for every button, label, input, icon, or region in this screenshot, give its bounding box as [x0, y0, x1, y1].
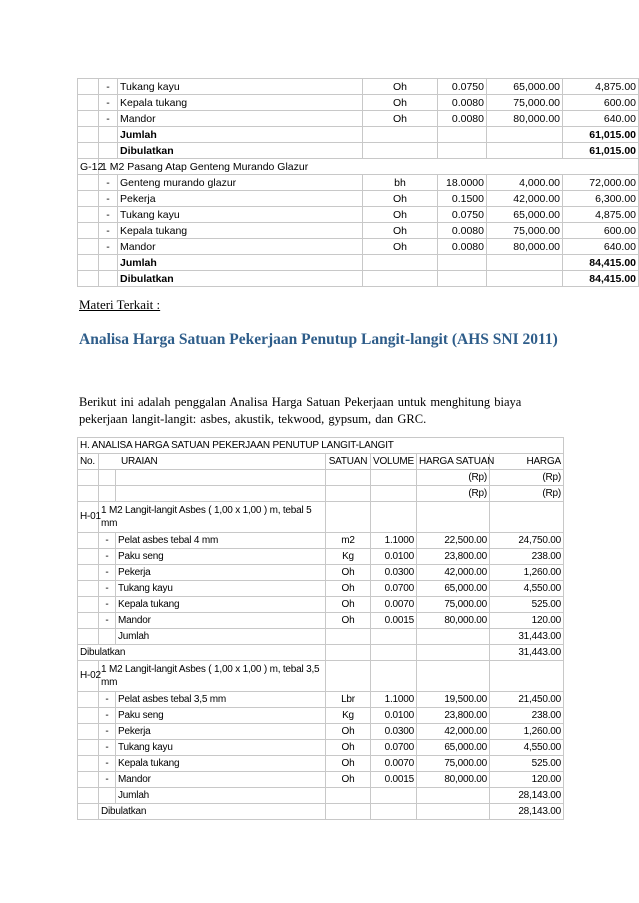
empty-cell — [371, 804, 417, 820]
empty-cell — [326, 645, 371, 661]
row-code — [78, 549, 99, 565]
related-article-heading[interactable]: Analisa Harga Satuan Pekerjaan Penutup Langit-langit (AHS SNI 2011) — [79, 331, 558, 348]
item-row — [78, 95, 639, 111]
row-code — [78, 613, 99, 629]
row-dash: - — [99, 549, 116, 565]
section-header-row — [78, 502, 564, 533]
table-h-title-row — [78, 438, 564, 454]
table-g-body-bottom — [78, 175, 639, 287]
row-volume: 0.0070 — [371, 756, 417, 772]
row-description: Genteng murando glazur — [118, 175, 363, 191]
item-row — [78, 239, 639, 255]
item-row — [78, 581, 564, 597]
row-description: Tukang kayu — [118, 79, 363, 95]
row-dash: - — [99, 239, 118, 255]
jumlah-value: 28,143.00 — [490, 788, 564, 804]
row-unit-price: 75,000.00 — [487, 95, 563, 111]
row-code — [78, 565, 99, 581]
row-description: Pekerja — [116, 565, 326, 581]
jumlah-row — [78, 629, 564, 645]
row-unit-price: 42,000.00 — [417, 724, 490, 740]
row-dash: - — [99, 79, 118, 95]
section-title: 1 M2 Langit-langit Asbes ( 1,00 x 1,00 ) m, tebal 3,5 mm — [99, 661, 326, 692]
row-dash: - — [99, 740, 116, 756]
item-row — [78, 191, 639, 207]
row-unit: Oh — [363, 207, 438, 223]
row-unit: Oh — [326, 756, 371, 772]
empty-cell — [371, 788, 417, 804]
row-description: Pekerja — [116, 724, 326, 740]
row-total: 238.00 — [490, 708, 564, 724]
row-coefficient: 0.0750 — [438, 79, 487, 95]
row-description: Paku seng — [116, 708, 326, 724]
row-code — [78, 175, 99, 191]
row-total: 238.00 — [490, 549, 564, 565]
row-coefficient: 0.0080 — [438, 223, 487, 239]
empty-cell — [417, 804, 490, 820]
row-volume: 0.0070 — [371, 597, 417, 613]
row-dash: - — [99, 597, 116, 613]
empty-cell — [490, 502, 564, 533]
row-code — [78, 191, 99, 207]
row-total: 120.00 — [490, 772, 564, 788]
item-row — [78, 708, 564, 724]
row-volume: 0.0100 — [371, 549, 417, 565]
row-coefficient — [438, 127, 487, 143]
section-code: G-12 — [78, 159, 99, 175]
analysis-table-h — [77, 437, 564, 820]
table-h-title: H. ANALISA HARGA SATUAN PEKERJAAN PENUTUP LANGIT-LANGIT — [78, 438, 564, 454]
row-unit-price: 22,500.00 — [417, 533, 490, 549]
row-unit — [363, 255, 438, 271]
row-volume: 0.0300 — [371, 724, 417, 740]
row-description: Paku seng — [116, 549, 326, 565]
materi-terkait-label: Materi Terkait : — [79, 297, 161, 312]
empty-cell — [78, 629, 99, 645]
row-dash: - — [99, 533, 116, 549]
row-dash: - — [99, 207, 118, 223]
row-unit-price: 65,000.00 — [417, 581, 490, 597]
row-unit: Oh — [363, 191, 438, 207]
dibulatkan-value: 31,443.00 — [490, 645, 564, 661]
section-title: 1 M2 Langit-langit Asbes ( 1,00 x 1,00 ) m, tebal 5 mm — [99, 502, 326, 533]
row-volume: 1.1000 — [371, 692, 417, 708]
row-total: 4,875.00 — [563, 207, 639, 223]
row-unit-price: 23,800.00 — [417, 708, 490, 724]
row-total: 4,550.00 — [490, 581, 564, 597]
rp-label: (Rp) — [490, 470, 564, 486]
empty-cell — [417, 788, 490, 804]
dibulatkan-label: Dibulatkan — [99, 804, 326, 820]
row-description: Kepala tukang — [118, 95, 363, 111]
row-code — [78, 95, 99, 111]
row-description: Tukang kayu — [118, 207, 363, 223]
empty-cell — [99, 629, 116, 645]
row-code — [78, 207, 99, 223]
row-total: 525.00 — [490, 597, 564, 613]
item-row — [78, 175, 639, 191]
intro-paragraph-line-2: pekerjaan langit-langit: asbes, akustik, tekwood, gypsum, dan GRC. — [79, 412, 427, 426]
row-unit: Oh — [363, 95, 438, 111]
row-unit-price: 80,000.00 — [417, 613, 490, 629]
header-harga-satuan: HARGA SATUAN — [417, 454, 490, 470]
row-code — [78, 597, 99, 613]
row-code — [78, 223, 99, 239]
row-description: Pekerja — [118, 191, 363, 207]
row-unit: Kg — [326, 708, 371, 724]
row-code — [78, 111, 99, 127]
row-dash — [99, 143, 118, 159]
rp-label: (Rp) — [490, 486, 564, 502]
row-code — [78, 756, 99, 772]
row-total: 84,415.00 — [563, 271, 639, 287]
item-row — [78, 565, 564, 581]
empty-cell — [371, 645, 417, 661]
row-description: Mandor — [116, 772, 326, 788]
row-unit — [363, 271, 438, 287]
jumlah-label: Jumlah — [116, 629, 326, 645]
item-row — [78, 740, 564, 756]
row-total: 72,000.00 — [563, 175, 639, 191]
row-dash: - — [99, 692, 116, 708]
item-row — [78, 79, 639, 95]
row-volume: 0.0100 — [371, 708, 417, 724]
row-dash — [99, 127, 118, 143]
row-unit-price: 65,000.00 — [417, 740, 490, 756]
row-unit-price: 42,000.00 — [417, 565, 490, 581]
jumlah-label: Jumlah — [116, 788, 326, 804]
row-coefficient: 0.1500 — [438, 191, 487, 207]
row-code — [78, 79, 99, 95]
dibulatkan-row — [78, 645, 564, 661]
row-dash: - — [99, 223, 118, 239]
section-header-row — [78, 661, 564, 692]
row-description: Jumlah — [118, 127, 363, 143]
row-total: 4,550.00 — [490, 740, 564, 756]
row-volume: 0.0015 — [371, 772, 417, 788]
row-code — [78, 708, 99, 724]
section-code: H-02 — [78, 661, 99, 692]
empty-cell — [490, 661, 564, 692]
empty-cell — [371, 661, 417, 692]
item-row — [78, 724, 564, 740]
jumlah-row — [78, 788, 564, 804]
intro-paragraph-line-1: Berikut ini adalah penggalan Analisa Harga Satuan Pekerjaan untuk menghitung biaya — [79, 395, 522, 409]
row-coefficient: 0.0750 — [438, 207, 487, 223]
row-coefficient — [438, 143, 487, 159]
row-unit-price — [487, 255, 563, 271]
row-total: 24,750.00 — [490, 533, 564, 549]
section-row — [78, 159, 639, 175]
row-total: 4,875.00 — [563, 79, 639, 95]
row-unit: Oh — [363, 111, 438, 127]
empty-cell — [99, 788, 116, 804]
row-description: Dibulatkan — [118, 271, 363, 287]
row-unit-price: 19,500.00 — [417, 692, 490, 708]
row-volume: 1.1000 — [371, 533, 417, 549]
row-code — [78, 239, 99, 255]
row-volume: 0.0015 — [371, 613, 417, 629]
row-description: Kepala tukang — [118, 223, 363, 239]
empty-cell — [326, 629, 371, 645]
row-unit: Oh — [326, 597, 371, 613]
header-volume: VOLUME — [371, 454, 417, 470]
row-coefficient: 0.0080 — [438, 95, 487, 111]
row-unit-price: 75,000.00 — [417, 756, 490, 772]
empty-cell — [417, 661, 490, 692]
row-unit-price: 23,800.00 — [417, 549, 490, 565]
row-description: Tukang kayu — [116, 581, 326, 597]
header-uraian: URAIAN — [99, 454, 326, 470]
row-total: 61,015.00 — [563, 143, 639, 159]
header-harga: HARGA — [490, 454, 564, 470]
row-dash: - — [99, 708, 116, 724]
item-row — [78, 207, 639, 223]
row-unit-price: 80,000.00 — [417, 772, 490, 788]
row-coefficient — [438, 255, 487, 271]
item-row — [78, 692, 564, 708]
row-code — [78, 255, 99, 271]
row-description: Jumlah — [118, 255, 363, 271]
row-unit: m2 — [326, 533, 371, 549]
row-unit: Oh — [326, 565, 371, 581]
row-description: Pelat asbes tebal 3,5 mm — [116, 692, 326, 708]
row-dash — [99, 255, 118, 271]
row-unit-price: 80,000.00 — [487, 111, 563, 127]
row-total: 1,260.00 — [490, 724, 564, 740]
row-total: 600.00 — [563, 223, 639, 239]
row-unit: Oh — [363, 79, 438, 95]
row-unit: Oh — [326, 772, 371, 788]
analysis-table-g — [77, 78, 639, 287]
row-dash: - — [99, 724, 116, 740]
row-total: 1,260.00 — [490, 565, 564, 581]
dibulatkan-label: Dibulatkan — [78, 645, 326, 661]
row-volume: 0.0700 — [371, 581, 417, 597]
empty-cell — [371, 502, 417, 533]
row-description: Mandor — [116, 613, 326, 629]
item-row — [78, 756, 564, 772]
row-volume: 0.0700 — [371, 740, 417, 756]
empty-cell — [326, 661, 371, 692]
item-row — [78, 533, 564, 549]
row-unit: Oh — [326, 581, 371, 597]
row-coefficient — [438, 271, 487, 287]
row-unit: Oh — [363, 223, 438, 239]
empty-cell — [371, 629, 417, 645]
row-total: 640.00 — [563, 239, 639, 255]
empty-cell — [326, 502, 371, 533]
row-unit-price — [487, 127, 563, 143]
row-description: Pelat asbes tebal 4 mm — [116, 533, 326, 549]
row-description: Mandor — [118, 239, 363, 255]
row-total: 120.00 — [490, 613, 564, 629]
item-row — [78, 223, 639, 239]
table-h-rp-row-2 — [78, 486, 564, 502]
table-h-rp-row-1 — [78, 470, 564, 486]
row-dash: - — [99, 191, 118, 207]
header-satuan: SATUAN — [326, 454, 371, 470]
summary-row — [78, 127, 639, 143]
row-unit-price: 80,000.00 — [487, 239, 563, 255]
row-dash: - — [99, 95, 118, 111]
row-total: 21,450.00 — [490, 692, 564, 708]
row-unit: Oh — [326, 613, 371, 629]
item-row — [78, 613, 564, 629]
row-total: 61,015.00 — [563, 127, 639, 143]
table-h-header-row — [78, 454, 564, 470]
dibulatkan-value: 28,143.00 — [490, 804, 564, 820]
row-unit: Kg — [326, 549, 371, 565]
section-code: H-01 — [78, 502, 99, 533]
row-code — [78, 127, 99, 143]
item-row — [78, 772, 564, 788]
row-code — [78, 143, 99, 159]
empty-cell — [78, 788, 99, 804]
row-total: 6,300.00 — [563, 191, 639, 207]
header-no: No. — [78, 454, 99, 470]
row-coefficient: 0.0080 — [438, 239, 487, 255]
row-total: 525.00 — [490, 756, 564, 772]
empty-cell — [326, 804, 371, 820]
row-description: Kepala tukang — [116, 756, 326, 772]
rp-label: (Rp) — [417, 486, 490, 502]
row-dash: - — [99, 581, 116, 597]
row-total: 84,415.00 — [563, 255, 639, 271]
dibulatkan-row — [78, 804, 564, 820]
row-description: Tukang kayu — [116, 740, 326, 756]
row-unit: Oh — [363, 239, 438, 255]
row-description: Mandor — [118, 111, 363, 127]
table-g-section — [78, 159, 639, 175]
row-code — [78, 724, 99, 740]
jumlah-value: 31,443.00 — [490, 629, 564, 645]
item-row — [78, 549, 564, 565]
row-dash: - — [99, 772, 116, 788]
row-total: 640.00 — [563, 111, 639, 127]
item-row — [78, 597, 564, 613]
summary-row — [78, 271, 639, 287]
summary-row — [78, 143, 639, 159]
empty-cell — [417, 645, 490, 661]
row-unit-price — [487, 271, 563, 287]
table-h-body — [78, 438, 564, 820]
row-coefficient: 18.0000 — [438, 175, 487, 191]
row-unit-price: 4,000.00 — [487, 175, 563, 191]
row-code — [78, 740, 99, 756]
row-code — [78, 533, 99, 549]
row-unit: Oh — [326, 740, 371, 756]
row-code — [78, 772, 99, 788]
empty-cell — [326, 788, 371, 804]
row-description: Dibulatkan — [118, 143, 363, 159]
row-unit-price — [487, 143, 563, 159]
row-dash: - — [99, 111, 118, 127]
row-dash — [99, 271, 118, 287]
row-unit-price: 75,000.00 — [487, 223, 563, 239]
row-unit-price: 65,000.00 — [487, 207, 563, 223]
row-unit — [363, 143, 438, 159]
row-unit: Oh — [326, 724, 371, 740]
row-dash: - — [99, 613, 116, 629]
row-code — [78, 581, 99, 597]
row-dash: - — [99, 565, 116, 581]
row-code — [78, 692, 99, 708]
row-coefficient: 0.0080 — [438, 111, 487, 127]
table-g-body-top — [78, 79, 639, 159]
item-row — [78, 111, 639, 127]
row-code — [78, 271, 99, 287]
row-dash: - — [99, 175, 118, 191]
row-total: 600.00 — [563, 95, 639, 111]
row-dash: - — [99, 756, 116, 772]
empty-cell — [417, 502, 490, 533]
row-volume: 0.0300 — [371, 565, 417, 581]
row-unit-price: 42,000.00 — [487, 191, 563, 207]
empty-cell — [78, 804, 99, 820]
row-unit-price: 65,000.00 — [487, 79, 563, 95]
rp-label: (Rp) — [417, 470, 490, 486]
row-description: Kepala tukang — [116, 597, 326, 613]
summary-row — [78, 255, 639, 271]
row-unit — [363, 127, 438, 143]
row-unit-price: 75,000.00 — [417, 597, 490, 613]
empty-cell — [417, 629, 490, 645]
row-unit: bh — [363, 175, 438, 191]
row-unit: Lbr — [326, 692, 371, 708]
section-title: 1 M2 Pasang Atap Genteng Murando Glazur — [99, 159, 639, 175]
